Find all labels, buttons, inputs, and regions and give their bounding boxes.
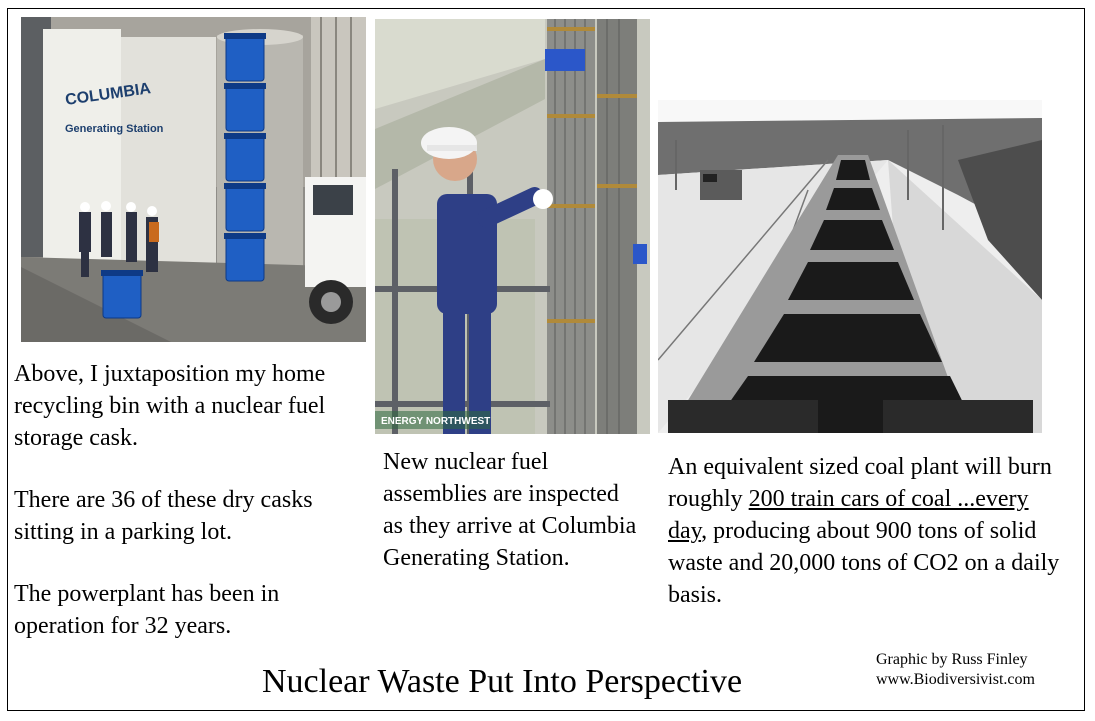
right-caption bbox=[668, 451, 1068, 611]
left-caption bbox=[14, 358, 359, 672]
energy-northwest-watermark: ENERGY NORTHWEST bbox=[381, 416, 491, 427]
coal-caption-underlined: 200 train cars of coal ...every day bbox=[668, 486, 1029, 544]
cask-photo bbox=[21, 17, 366, 342]
fuel-assembly-photo bbox=[375, 19, 650, 434]
coal-caption-part1: An equivalent sized coal plant will burn roughly bbox=[668, 454, 1052, 512]
credit-website: www.Biodiversivist.com bbox=[876, 671, 1035, 688]
sign-generating-station: Generating Station bbox=[65, 123, 164, 135]
credit-block bbox=[876, 650, 1035, 690]
coal-caption-part2: , producing about 900 tons of solid waste and 20,000 tons of CO2 on a daily basis. bbox=[668, 518, 1060, 608]
coal-train-photo bbox=[658, 100, 1042, 433]
credit-author: Graphic by Russ Finley bbox=[876, 651, 1028, 668]
caption-operation-years: The powerplant has been in operation for 32 years. bbox=[14, 581, 280, 639]
graphic-title: Nuclear Waste Put Into Perspective bbox=[262, 663, 743, 700]
sign-columbia: COLUMBIA bbox=[64, 80, 152, 109]
caption-bin-cask: Above, I juxtaposition my home recycling bin with a nuclear fuel storage cask. bbox=[14, 361, 326, 451]
middle-caption: New nuclear fuel assemblies are inspected as they arrive at Columbia Generating Station. bbox=[383, 449, 637, 571]
caption-dry-casks: There are 36 of these dry casks sitting in a parking lot. bbox=[14, 487, 313, 545]
